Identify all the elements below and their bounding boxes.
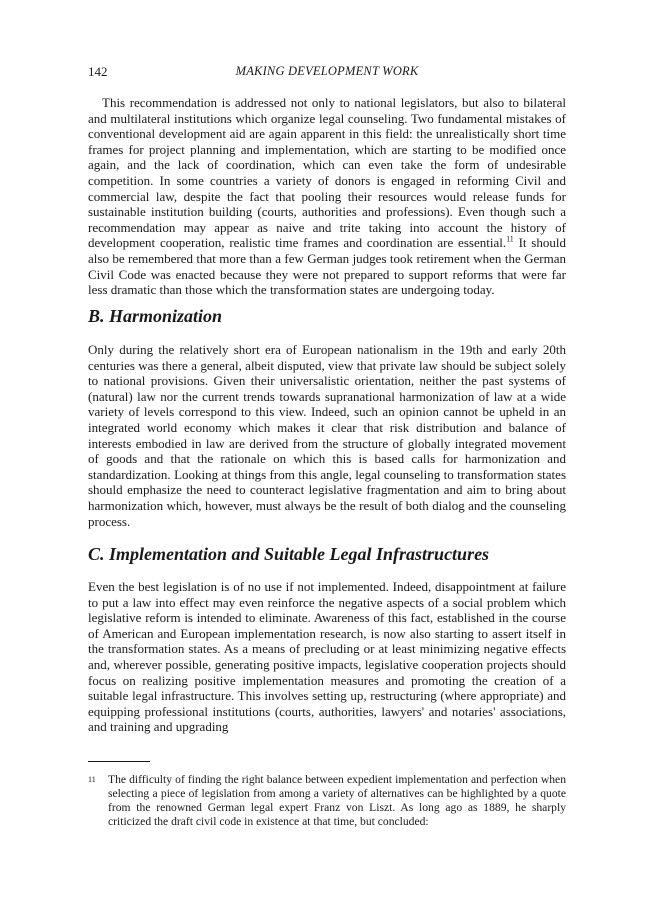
section-b-paragraph: Only during the relatively short era of European nationalism in the 19th and early 20th centuries was there a general, albeit disputed, view that private law should be subject solely to national provisions. Given their universalistic orientation, neither the past systems of (natural) law nor the current trends towards supranational harmonization of law at a wide variety of levels correspond to this view. Indeed, such an opinion cannot be upheld in an integrated world economy which makes it clear that risk distribution and balance of interests embodied in law are derived from the structure of globally integrated movement of goods and that the rationale on which this is based calls for harmonization and standardization. Looking at things from this angle, legal counseling to transformation states should emphasize the need to counteract legislative fragmentation and aim to bring about harmonization which, however, must always be the result of both dialog and the counseling process.	[88, 342, 566, 529]
footnote-number: 11	[88, 775, 96, 784]
page-number: 142	[88, 64, 108, 79]
footnote-divider	[88, 761, 150, 762]
section-c-paragraph: Even the best legislation is of no use if not implemented. Indeed, disappointment at failure to put a law into effect may even reinforce the negative aspects of a social problem which legislative reform is intended to eliminate. Awareness of this fact, established in the course of American and European implementation research, is now also starting to assert itself in the transformation states. As a means of precluding or at least minimizing negative effects and, wherever possible, generating positive impacts, legislative cooperation projects should focus on realizing positive implementation measures and promoting the creation of a suitable legal infrastructure. This involves setting up, restructuring (where appropriate) and equipping professional institutions (courts, authorities, lawyers' and notaries' associations, and training and upgrading	[88, 579, 566, 735]
intro-paragraph	[88, 95, 566, 298]
intro-text-after-ref: It should also be remembered that more than a few German judges took retirement when the German Civil Code was enacted because they were not prepared to support reforms that were far less dramatic than those which the transformation states are undergoing today.	[88, 235, 566, 298]
intro-text-before-ref: This recommendation is addressed not only to national legislators, but also to bilateral and multilateral institutions which organize legal counseling. Two fundamental mistakes of conventional development aid are again apparent in this field: the unrealistically short time frames for project planning and implementation, which are starting to be modified once again, and the lack of coordination, which can even take the form of undesirable competition. In some countries a variety of donors is engaged in reforming Civil and commercial law, despite the fact that pooling their resources would release funds for sustainable institution building (courts, authorities and professions). Even though such a recommendation may appear as naive and trite taking into account the history of development cooperation, realistic time frames and coordination are essential.	[88, 95, 566, 251]
running-title: MAKING DEVELOPMENT WORK	[235, 64, 419, 78]
footnote	[88, 773, 566, 829]
running-header	[88, 64, 566, 82]
footnote-ref[interactable]: 11	[506, 235, 514, 245]
section-c-heading: C. Implementation and Suitable Legal Infrastructures	[88, 544, 490, 564]
section-b-heading: B. Harmonization	[88, 306, 223, 326]
footnote-text: The difficulty of finding the right balance between expedient implementation and perfection when selecting a piece of legislation from among a variety of alternatives can be highlighted by a quote from the renowned German legal expert Franz von Liszt. As long ago as 1889, he sharply criticized the draft civil code in existence at that time, but concluded:	[108, 773, 566, 828]
